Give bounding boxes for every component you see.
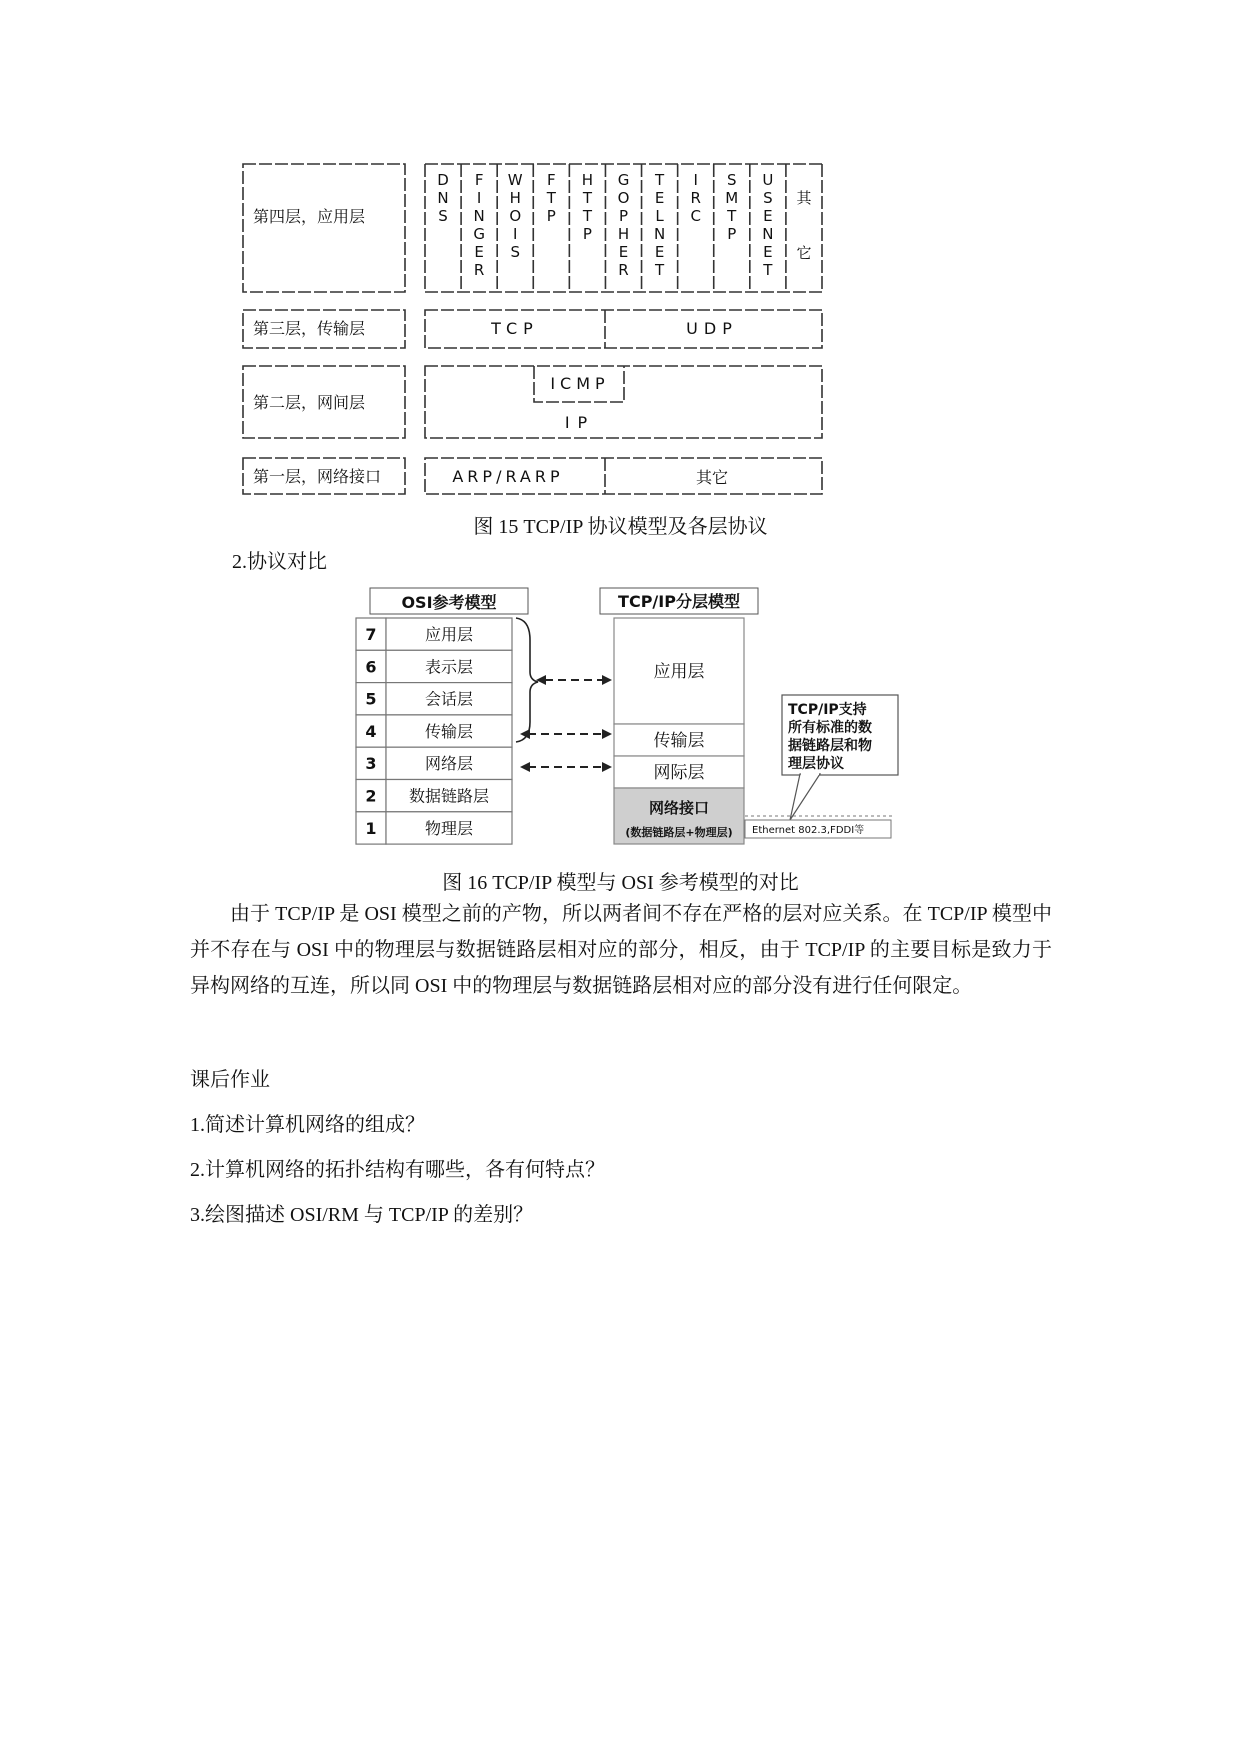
app-protocol-5: G O P H E R — [617, 171, 630, 279]
app-protocol-3: F T P — [546, 171, 556, 225]
callout-line-1: TCP/IP支持 — [788, 702, 867, 718]
tcp-label: TCP — [491, 319, 539, 338]
tcpip-layer-network-interface: 网络接口 — [648, 799, 710, 817]
app-protocol-8: S M T P — [725, 171, 739, 243]
osi-layer-number-6: 6 — [365, 657, 377, 677]
osi-layer-name-3: 网络层 — [424, 754, 474, 774]
icmp-label: ICMP — [550, 374, 610, 393]
figure-15-caption: 图 15 TCP/IP 协议模型及各层协议 — [473, 516, 768, 538]
brace-icon — [516, 618, 538, 742]
arp-rarp-label: ARP/RARP — [452, 467, 564, 486]
app-protocol-1: F I N G E R — [473, 171, 485, 279]
osi-layer-number-3: 3 — [365, 754, 377, 774]
tcpip-title: TCP/IP分层模型 — [618, 592, 740, 611]
layer1-label: 第一层，网络接口 — [253, 467, 382, 486]
osi-title: OSI参考模型 — [401, 593, 497, 612]
osi-layer-name-1: 物理层 — [424, 818, 474, 838]
ip-label: IP — [564, 413, 596, 432]
tcpip-layer-application: 应用层 — [653, 662, 705, 682]
homework-item-1: 1.简述计算机网络的组成？ — [190, 1114, 425, 1136]
tcpip-layer-transport: 传输层 — [653, 731, 705, 751]
app-protocol-4: H T T P — [581, 171, 594, 243]
body-paragraph: 由于 TCP/IP 是 OSI 模型之前的产物，所以两者间不存在严格的层对应关系。在 TCP/IP 模型中并不存在与 OSI 中的物理层与数据链路层相对应的部分，相反，由于 TCP/IP 的主要目标是致力于异构网络的互连，所以同 OSI 中的物理层与数据链路层相对应的部分没有进行任何限定。 — [190, 903, 1052, 997]
app-protocol-10: 其它 — [796, 189, 812, 262]
figure-16-caption: 图 16 TCP/IP 模型与 OSI 参考模型的对比 — [442, 872, 799, 894]
app-protocol-6: T E L N E T — [653, 171, 666, 279]
homework-item-3: 3.绘图描述 OSI/RM 与 TCP/IP 的差别？ — [190, 1204, 534, 1226]
figure-16-osi-vs-tcpip — [0, 580, 1241, 860]
bidirectional-arrow-icon — [520, 675, 612, 772]
app-protocol-2: W H O I S — [507, 171, 523, 261]
osi-layer-number-7: 7 — [365, 625, 377, 644]
osi-layer-name-2: 数据链路层 — [408, 786, 490, 806]
homework-item-2: 2.计算机网络的拓扑结构有哪些，各有何特点？ — [190, 1159, 605, 1181]
tcpip-layer-internet: 网际层 — [653, 763, 705, 783]
osi-layer-name-4: 传输层 — [424, 721, 474, 741]
osi-layer-number-1: 1 — [365, 818, 377, 838]
section-heading: 2.协议对比 — [232, 551, 327, 573]
app-protocol-0: D N S — [437, 171, 449, 225]
osi-layer-name-7: 应用层 — [424, 625, 474, 644]
link-other-label: 其它 — [695, 468, 729, 487]
callout-line-4: 理层协议 — [788, 756, 844, 772]
osi-layer-number-4: 4 — [365, 721, 377, 741]
layer3-label: 第三层，传输层 — [253, 319, 366, 338]
callout-line-2: 所有标准的数 — [788, 720, 872, 736]
homework-title: 课后作业 — [190, 1069, 270, 1091]
osi-layer-number-2: 2 — [365, 786, 377, 806]
udp-label: UDP — [686, 319, 738, 338]
app-protocol-9: U S E N E T — [762, 171, 774, 279]
tcpip-sub-label: (数据链路层+物理层) — [625, 826, 733, 839]
app-protocol-7: I R C — [690, 171, 701, 225]
osi-layer-number-5: 5 — [365, 689, 377, 709]
osi-layer-name-6: 表示层 — [424, 657, 474, 677]
layer4-label: 第四层，应用层 — [253, 207, 366, 226]
osi-layer-name-5: 会话层 — [424, 689, 474, 709]
figure-15-tcpip-protocol-model — [0, 0, 1241, 530]
ethernet-label: Ethernet 802.3,FDDI等 — [752, 825, 865, 836]
callout-line-3: 据链路层和物 — [788, 738, 872, 754]
layer2-label: 第二层，网间层 — [253, 393, 366, 412]
